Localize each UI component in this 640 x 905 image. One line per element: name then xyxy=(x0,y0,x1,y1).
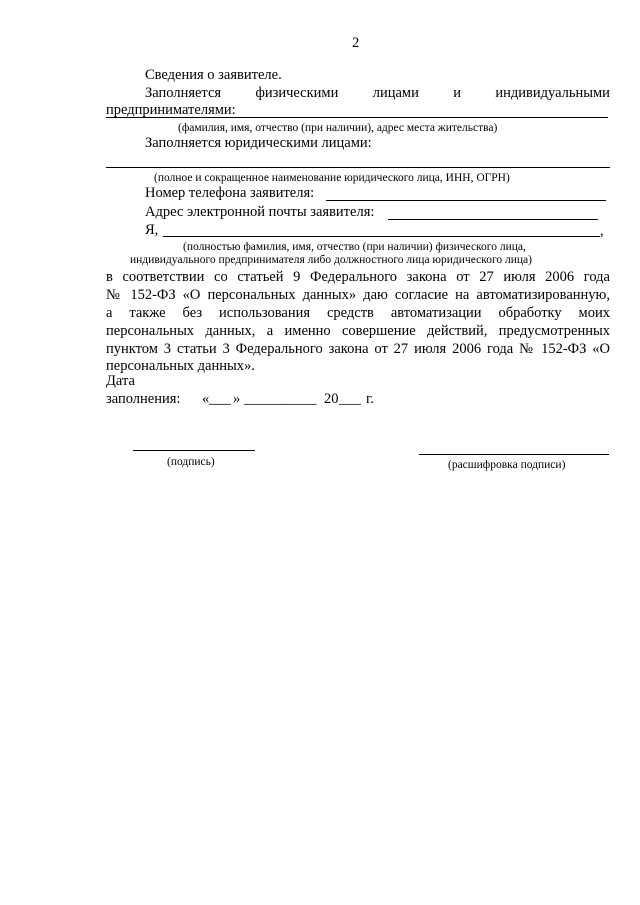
consent-line: в соответствии со статьей 9 Федерального закона от 27 июля 2006 года xyxy=(106,269,610,285)
phone-fill-line[interactable] xyxy=(326,200,606,201)
individuals-caption: (фамилия, имя, отчество (при наличии), адрес места жительства) xyxy=(178,122,498,134)
email-fill-line[interactable] xyxy=(388,219,598,220)
individuals-intro-word: и xyxy=(453,85,462,101)
legal-fill-line[interactable] xyxy=(106,167,610,168)
signature-line[interactable] xyxy=(133,450,255,451)
decoding-line[interactable] xyxy=(419,454,609,455)
individuals-fill-line[interactable] xyxy=(106,117,608,118)
phone-label: Номер телефона заявителя: xyxy=(145,185,315,201)
date-month-blank[interactable]: __________ xyxy=(244,391,317,407)
individuals-intro-word: индивидуальными xyxy=(495,85,610,101)
consent-line: персональных данных, а именно совершение действий, предусмотренных xyxy=(106,323,610,339)
individuals-intro-word: лицами xyxy=(372,85,419,101)
individuals-intro-line xyxy=(145,84,610,102)
date-year-blank[interactable]: ___ xyxy=(339,391,361,407)
date-year-prefix: 20 xyxy=(324,391,339,407)
legal-caption: (полное и сокращенное наименование юридического лица, ИНН, ОГРН) xyxy=(154,172,510,184)
consent-line: пунктом 3 статьи 3 Федерального закона от 27 июля 2006 года № 152-ФЗ «О xyxy=(106,341,610,357)
consent-line: № 152-ФЗ «О персональных данных» даю согласие на автоматизированную, xyxy=(106,287,610,303)
ya-fill-line[interactable] xyxy=(163,236,600,237)
date-label-line1: Дата xyxy=(106,373,135,389)
ya-caption-line1: (полностью фамилия, имя, отчество (при наличии) физического лица, xyxy=(183,241,526,253)
individuals-intro-line2: предпринимателями: xyxy=(106,102,236,118)
ya-caption-line2: индивидуального предпринимателя либо должностного лица юридического лица) xyxy=(130,254,532,266)
individuals-intro-word: Заполняется xyxy=(145,85,222,101)
ya-label: Я, xyxy=(145,222,159,238)
date-open-quote: « xyxy=(202,391,210,407)
date-year-suffix: г. xyxy=(366,391,374,407)
consent-last-line: персональных данных». xyxy=(106,358,255,374)
date-label-line2: заполнения: xyxy=(106,391,181,407)
signature-caption: (подпись) xyxy=(167,456,215,468)
section-heading: Сведения о заявителе. xyxy=(145,67,282,83)
consent-line: а также без использования средств автоматизации обработку моих xyxy=(106,305,610,321)
legal-intro: Заполняется юридическими лицами: xyxy=(145,135,372,151)
email-label: Адрес электронной почты заявителя: xyxy=(145,204,375,220)
decoding-caption: (расшифровка подписи) xyxy=(448,459,566,471)
date-day-blank[interactable]: ___ xyxy=(209,391,231,407)
date-close-quote: » xyxy=(233,391,241,407)
page-number: 2 xyxy=(352,35,360,51)
individuals-intro-word: физическими xyxy=(255,85,339,101)
ya-comma: , xyxy=(600,223,604,239)
